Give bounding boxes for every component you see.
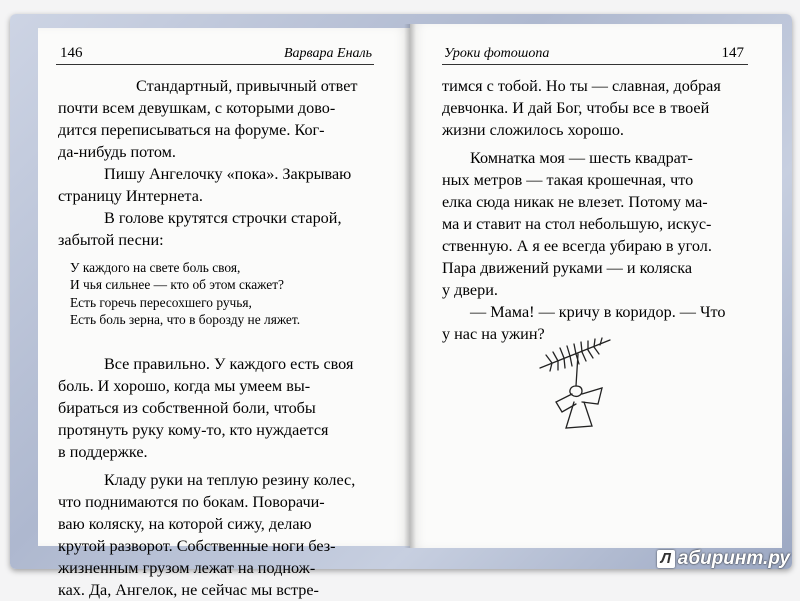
text-line: боль. И хорошо, когда мы умеем вы- xyxy=(58,376,311,395)
text-line: жизненным грузом лежат на поднож- xyxy=(58,558,316,577)
labirint-logo: Л xyxy=(657,550,675,568)
text-line: у нас на ужин? xyxy=(442,325,545,343)
text-line: Все правильно. У каждого есть своя xyxy=(104,354,354,373)
text-line: в поддержке. xyxy=(58,442,148,461)
text-line: Стандартный, привычный ответ xyxy=(136,77,358,95)
text-line: крутой разворот. Собственные ноги без- xyxy=(58,536,336,555)
right-running-head xyxy=(442,44,748,65)
text-line: девчонка. И дай Бог, чтобы все в твоей xyxy=(442,99,710,117)
labirint-watermark xyxy=(657,548,790,570)
text-line: протянуть руку кому-то, кто нуждается xyxy=(58,420,329,439)
text-line: страницу Интернета. xyxy=(58,187,203,205)
text-line: жизни сложилось хорошо. xyxy=(442,121,624,139)
text-line: В голове крутятся строчки старой, xyxy=(104,209,342,227)
text-line: ных метров — такая крошечная, что xyxy=(442,171,694,189)
text-line: — Мама! — кричу в коридор. — Что xyxy=(470,303,726,321)
text-line: что поднимаются по бокам. Поворачи- xyxy=(58,492,325,511)
poem-line: У каждого на свете боль своя, xyxy=(70,260,241,275)
watermark-text: абиринт.ру xyxy=(677,548,790,569)
text-line: ках. Да, Ангелок, не сейчас мы встре- xyxy=(58,580,319,599)
text-line: тимся с тобой. Но ты — славная, добрая xyxy=(442,77,721,95)
poem-line: И чья сильнее — кто об этом скажет? xyxy=(70,277,284,293)
text-line: забытой песни: xyxy=(58,231,164,249)
right-running-title: Уроки фотошопа xyxy=(444,46,550,61)
text-line: бираться из собственной боли, чтобы xyxy=(58,398,316,417)
text-line: ственную. А я ее всегда убираю в угол. xyxy=(442,237,712,255)
right-page-text xyxy=(442,75,752,345)
text-line: почти всем девушкам, с которыми дово- xyxy=(58,99,336,117)
left-page-text xyxy=(58,75,384,601)
right-page-number: 147 xyxy=(721,45,744,61)
text-line: Комнатка моя — шесть квадрат- xyxy=(470,149,693,167)
text-line: елка сюда никак не влезет. Потому ма- xyxy=(442,193,708,211)
book-gutter xyxy=(404,24,416,548)
text-line: у двери. xyxy=(442,281,498,299)
poem-block xyxy=(70,259,384,329)
left-page-number: 146 xyxy=(60,45,83,61)
fir-branch-angel-icon xyxy=(532,328,616,436)
text-line: Пишу Ангелочку «пока». Закрываю xyxy=(104,165,352,183)
text-line: да-нибудь потом. xyxy=(58,143,176,161)
left-running-title: Варвара Еналь xyxy=(283,46,372,61)
left-running-head xyxy=(56,44,374,65)
text-line: ваю коляску, на которой сижу, делаю xyxy=(58,514,312,533)
text-line: ма и ставит на стол небольшую, искус- xyxy=(442,215,712,233)
text-line: Кладу руки на теплую резину колес, xyxy=(104,470,356,489)
text-line: дится переписываться на форуме. Ког- xyxy=(58,121,325,139)
poem-line: Есть боль зерна, что в борозду не ляжет. xyxy=(70,312,301,328)
text-line: Пара движений руками — и коляска xyxy=(442,259,693,277)
poem-line: Есть горечь пересохшего ручья, xyxy=(70,294,252,310)
